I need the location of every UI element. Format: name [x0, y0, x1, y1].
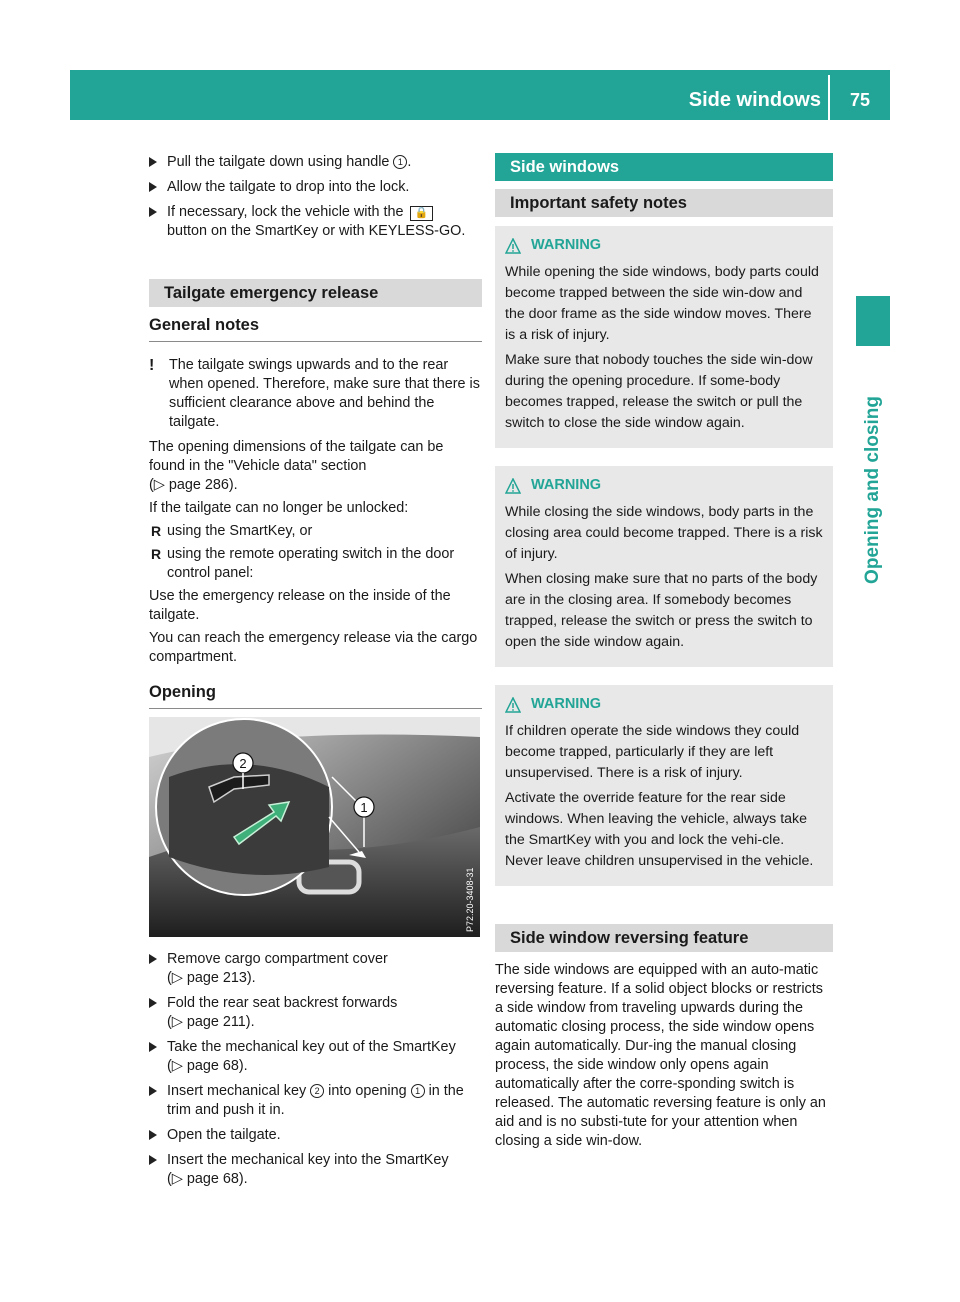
- step-arrow-icon: [149, 998, 157, 1008]
- svg-text:1: 1: [360, 800, 368, 815]
- callout-1-icon: 1: [393, 155, 407, 169]
- warning-title: WARNING: [505, 236, 823, 255]
- tailgate-release-illustration: [149, 717, 480, 937]
- instruction-step: Pull the tailgate down using handle 1 .: [149, 153, 482, 172]
- section-header-tailgate-release: Tailgate emergency release: [149, 279, 482, 307]
- warning-box: WARNING While closing the side windows, body parts in the closing area could become trapped. There is a risk of injury. When closing make sure that no parts of the body are in the closing area. If somebody becomes trapped, release the switch or press the switch to open the side window again.: [495, 466, 833, 667]
- paragraph: Use the emergency release on the inside of the tailgate.: [149, 588, 451, 623]
- subheading-opening: Opening: [149, 683, 482, 709]
- paragraph: If the tailgate can no longer be unlocked:: [149, 500, 409, 516]
- instruction-step: Fold the rear seat backrest forwards (▷ page 211).: [149, 994, 482, 1032]
- callout-2-icon: 2: [310, 1084, 324, 1098]
- warning-box: WARNING If children operate the side windows they could become trapped, particularly if they are left unsupervised. There is a risk of injury. Activate the override feature for the rear side windows. When leaving the vehicle, always take the SmartKey with you and lock the vehi-cle. Never leave children unsupervised in the vehicle.: [495, 685, 833, 886]
- warning-icon: [505, 238, 521, 254]
- page-reference: (▷ page 286).: [149, 477, 238, 493]
- page-reference: (▷ page 68).: [167, 1058, 248, 1074]
- step-arrow-icon: [149, 954, 157, 964]
- warning-box: WARNING While opening the side windows, body parts could become trapped between the side win-dow and the door frame as the side window moves. There is a risk of injury. Make sure that nobody touches the side win-dow during the opening procedure. If some-body becomes trapped, release the switch or pull the switch to close the side window again.: [495, 226, 833, 448]
- caution-icon: !: [149, 357, 155, 374]
- header-divider: [828, 75, 830, 120]
- caution-note: ! The tailgate swings upwards and to the rear when opened. Therefore, make sure that there is sufficient clearance above and behind the tailgate.: [149, 357, 480, 430]
- section-header-side-windows: Side windows: [495, 153, 833, 181]
- warning-title: WARNING: [505, 695, 823, 714]
- lock-button-icon: 🔒: [410, 206, 434, 221]
- instruction-step: Take the mechanical key out of the SmartKey (▷ page 68).: [149, 1038, 482, 1076]
- subheading-general-notes: General notes: [149, 316, 482, 342]
- instruction-step: Insert mechanical key 2 into opening 1 in the trim and push it in.: [149, 1082, 482, 1120]
- chapter-tab-label: Opening and closing: [862, 396, 883, 584]
- instruction-step: Allow the tailgate to drop into the lock.: [149, 178, 482, 197]
- instruction-step: Insert the mechanical key into the SmartKey (▷ page 68).: [149, 1151, 482, 1189]
- step-arrow-icon: [149, 157, 157, 167]
- step-arrow-icon: [149, 1042, 157, 1052]
- paragraph: The opening dimensions of the tailgate can be found in the "Vehicle data" section (▷ page 286).: [149, 439, 444, 493]
- warning-icon: [505, 478, 521, 494]
- figure-code: P72.20-3408-31: [465, 867, 475, 932]
- instruction-step: Open the tailgate.: [149, 1126, 482, 1145]
- list-item: R using the SmartKey, or: [151, 523, 313, 539]
- step-arrow-icon: [149, 182, 157, 192]
- callout-1-icon: 1: [411, 1084, 425, 1098]
- paragraph: You can reach the emergency release via the cargo compartment.: [149, 630, 478, 665]
- page-number: 75: [849, 90, 870, 110]
- page-reference: (▷ page 213).: [167, 970, 256, 986]
- page-header: [70, 70, 890, 120]
- step-arrow-icon: [149, 1155, 157, 1165]
- left-column-top: [149, 153, 482, 709]
- list-item: R using the remote operating switch in the door control panel:: [151, 546, 455, 581]
- page-reference: (▷ page 211).: [167, 1014, 255, 1030]
- instruction-step: If necessary, lock the vehicle with the 🔒 button on the SmartKey or with KEYLESS-GO.: [149, 203, 482, 241]
- page-reference: (▷ page 68).: [167, 1171, 248, 1187]
- section-header-reversing-feature: Side window reversing feature: [495, 924, 833, 952]
- step-arrow-icon: [149, 1086, 157, 1096]
- instruction-step: Remove cargo compartment cover (▷ page 213).: [149, 950, 482, 988]
- warning-title: WARNING: [505, 476, 823, 495]
- right-column: [495, 153, 833, 1155]
- step-arrow-icon: [149, 207, 157, 217]
- svg-text:2: 2: [239, 756, 247, 771]
- subsection-header-safety-notes: Important safety notes: [495, 189, 833, 217]
- step-arrow-icon: [149, 1130, 157, 1140]
- paragraph: The side windows are equipped with an auto-matic reversing feature. If a solid object blocks or restricts a side window from traveling upwards during the automatic closing process, the side window opens again automatically. Dur-ing the manual closing process, the side window only opens again automatically after the corre-sponding switch is released. The automatic reversing feature is only an aid and is no substi-tute for your attention when closing a side win-dow.: [495, 962, 826, 1149]
- header-title: Side windows: [688, 89, 821, 111]
- warning-icon: [505, 697, 521, 713]
- illustration-image: [149, 717, 480, 937]
- left-column-bottom: [149, 950, 482, 1195]
- chapter-tab-marker: [856, 296, 890, 346]
